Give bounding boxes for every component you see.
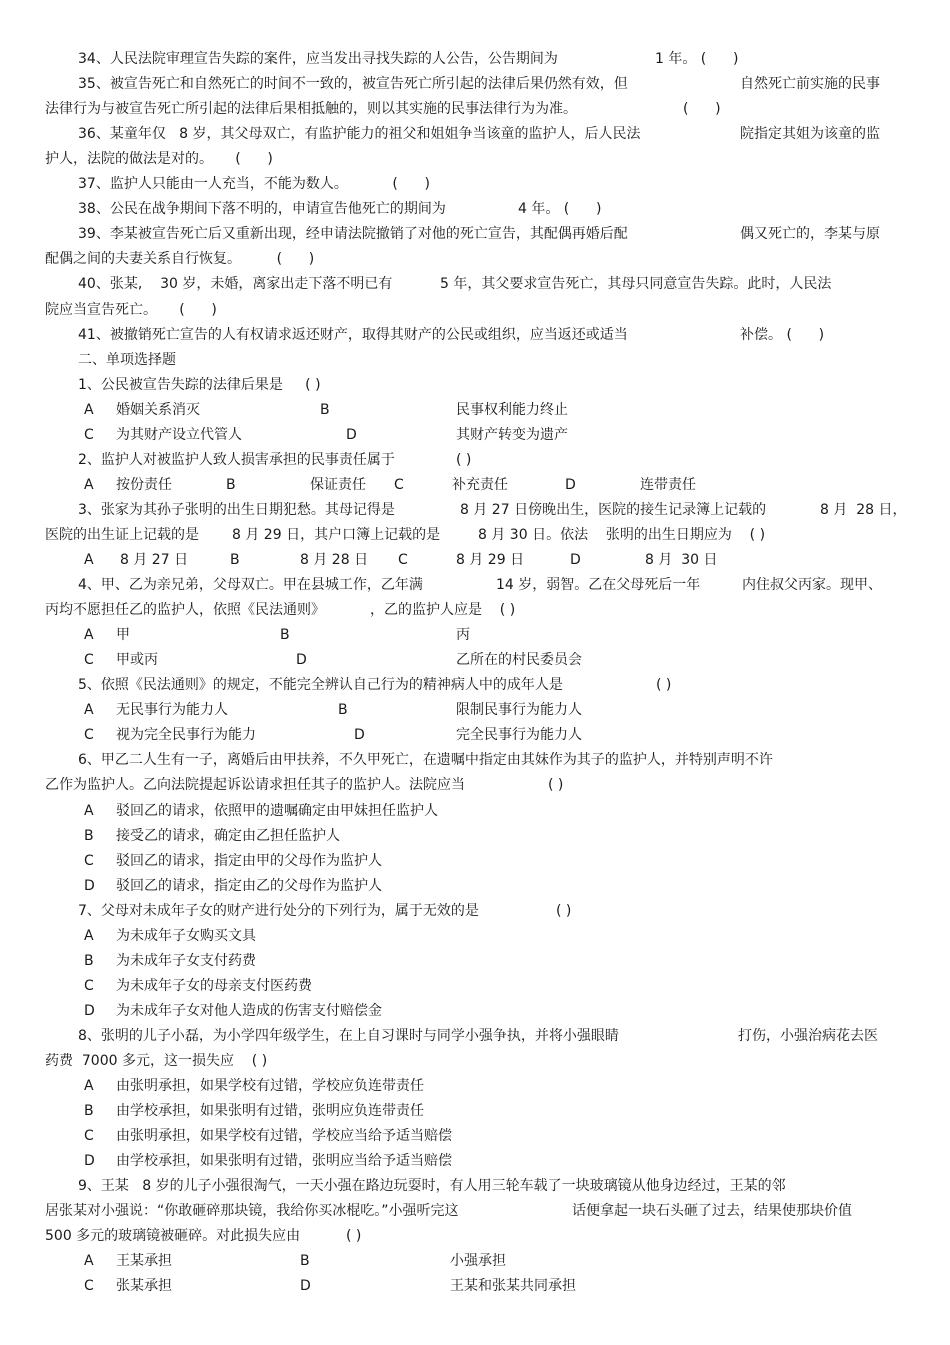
text-line-segment: 乙所在的村民委员会 — [456, 652, 582, 668]
text-line-segment: C — [84, 1278, 94, 1294]
text-line-segment: B — [84, 828, 94, 844]
text-line-segment: 接受乙的请求，确定由乙担任监护人 — [116, 828, 340, 844]
text-line-segment: ( ) — [556, 903, 572, 919]
text-line-segment: 5、依照《民法通则》的规定，不能完全辨认自己行为的精神病人中的成年人是 — [78, 677, 563, 693]
text-line-segment: 为未成年子女对他人造成的伤害支付赔偿金 — [116, 1003, 382, 1019]
text-line-segment: ( ) — [656, 677, 672, 693]
text-line-segment: ( ) — [683, 101, 721, 117]
text-line-segment: 为未成年子女购买文具 — [116, 928, 256, 944]
text-line-segment: 乙作为监护人。乙向法院提起诉讼请求担任其子的监护人。法院应当 — [45, 777, 465, 793]
text-line-segment: B — [226, 477, 236, 493]
text-line-segment: D — [300, 1278, 311, 1294]
text-line-segment: 8 月 28 日， — [820, 502, 907, 518]
text-line-segment: A — [84, 1078, 94, 1094]
text-line-segment: ( ) — [548, 777, 564, 793]
text-line-segment: 居张某对小强说：“你敢砸碎那块镜，我给你买冰棍吃。”小强听完这 — [45, 1203, 459, 1219]
text-line-segment: 限制民事行为能力人 — [456, 702, 582, 718]
text-line-segment: B — [300, 1253, 310, 1269]
text-line-segment: B — [84, 953, 94, 969]
text-line-segment: 补偿。 ( ) — [740, 327, 825, 343]
text-line-segment: 偶又死亡的，李某与原 — [740, 226, 880, 242]
text-line-segment: A — [84, 552, 94, 568]
text-line-segment: 配偶之间的夫妻关系自行恢复。 ( ) — [45, 251, 315, 267]
text-line-segment: B — [338, 702, 348, 718]
text-line-segment: C — [84, 727, 94, 743]
text-line-segment: 5 年，其父要求宣告死亡，其母只同意宣告失踪。此时，人民法 — [440, 276, 832, 292]
text-line-segment: 驳回乙的请求，指定由乙的父母作为监护人 — [116, 878, 382, 894]
text-line-segment: 自然死亡前实施的民事 — [740, 76, 880, 92]
text-line-segment: B — [320, 402, 330, 418]
text-line-segment: D — [84, 1153, 95, 1169]
text-line-segment: 完全民事行为能力人 — [456, 727, 582, 743]
text-line-segment: 院指定其姐为该童的监 — [740, 126, 880, 142]
text-line-segment: ，乙的监护人应是 ( ) — [370, 602, 516, 618]
text-line-segment: 8 月 30 日 — [645, 552, 718, 568]
text-line-segment: A — [84, 702, 94, 718]
text-line-segment: 甲或丙 — [116, 652, 158, 668]
text-line-segment: 甲 — [116, 627, 130, 643]
text-line-segment: ( ) — [346, 1228, 362, 1244]
text-line-segment: 8 月 29 日 — [456, 552, 525, 568]
text-line-segment: 38、公民在战争期间下落不明的，申请宣告他死亡的期间为 — [78, 201, 446, 217]
text-line-segment: B — [280, 627, 290, 643]
text-line-segment: 话便拿起一块石头砸了过去，结果使那块价值 — [572, 1203, 852, 1219]
text-line-segment: A — [84, 477, 94, 493]
text-line-segment: 法律行为与被宣告死亡所引起的法律后果相抵触的，则以其实施的民事法律行为为准。 — [45, 101, 577, 117]
text-line-segment: 39、李某被宣告死亡后又重新出现，经申请法院撤销了对他的死亡宣告，其配偶再婚后配 — [78, 226, 628, 242]
text-line-segment: 35、被宣告死亡和自然死亡的时间不一致的，被宣告死亡所引起的法律后果仍然有效，但 — [78, 76, 628, 92]
text-line-segment: 张某承担 — [116, 1278, 172, 1294]
text-line-segment: D — [570, 552, 581, 568]
text-line-segment: 无民事行为能力人 — [116, 702, 228, 718]
text-line-segment: 连带责任 — [640, 477, 696, 493]
text-line-segment: 由学校承担，如果张明有过错，张明应负连带责任 — [116, 1103, 424, 1119]
text-line-segment: 驳回乙的请求，依照甲的遗嘱确定由甲妹担任监护人 — [116, 803, 438, 819]
text-line-segment: C — [84, 1128, 94, 1144]
text-line-segment: 为未成年子女支付药费 — [116, 953, 256, 969]
text-line-segment: B — [84, 1103, 94, 1119]
text-line-segment: 护人，法院的做法是对的。 ( ) — [45, 151, 273, 167]
text-line-segment: A — [84, 928, 94, 944]
text-line-segment: A — [84, 1253, 94, 1269]
text-line-segment: C — [84, 427, 94, 443]
text-line-segment: 6、甲乙二人生有一子，离婚后由甲扶养，不久甲死亡，在遗嘱中指定由其妹作为其子的监护人，并特别声明不许 — [78, 752, 773, 768]
text-line-segment: 为未成年子女的母亲支付医药费 — [116, 978, 312, 994]
text-line-segment: C — [394, 477, 404, 493]
text-line-segment: 婚姻关系消灭 — [116, 402, 200, 418]
text-line-segment: D — [84, 878, 95, 894]
text-line-segment: 为其财产设立代管人 — [116, 427, 242, 443]
text-line-segment: 40、张某, 30 岁，未婚，离家出走下落不明已有 — [78, 276, 393, 292]
text-line-segment: D — [84, 1003, 95, 1019]
text-line-segment: 内住叔父丙家。现甲、 — [742, 577, 882, 593]
text-line-segment: 4 年。 ( ) — [518, 201, 602, 217]
text-line-segment: 视为完全民事行为能力 — [116, 727, 256, 743]
text-line-segment: 8、张明的儿子小磊，为小学四年级学生，在上自习课时与同学小强争执，并将小强眼睛 — [78, 1028, 619, 1044]
text-line-segment: D — [296, 652, 307, 668]
text-line-segment: 其财产转变为遗产 — [456, 427, 568, 443]
text-line-segment: D — [565, 477, 576, 493]
text-line-segment: C — [398, 552, 408, 568]
text-line-segment: 丙均不愿担任乙的监护人，依照《民法通则》 — [45, 602, 325, 618]
text-line-segment: 王某承担 — [116, 1253, 172, 1269]
text-line-segment: 14 岁，弱智。乙在父母死后一年 — [496, 577, 701, 593]
text-line-segment: 王某和张某共同承担 — [450, 1278, 576, 1294]
text-line-segment: 丙 — [456, 627, 470, 643]
text-line-segment: C — [84, 853, 94, 869]
text-line-segment: 3、张家为其孙子张明的出生日期犯愁。其母记得是 — [78, 502, 395, 518]
text-line-segment: 7、父母对未成年子女的财产进行处分的下列行为，属于无效的是 — [78, 903, 479, 919]
text-line-segment: 由学校承担，如果张明有过错，张明应当给予适当赔偿 — [116, 1153, 452, 1169]
text-line-segment: 由张明承担，如果学校有过错，学校应负连带责任 — [116, 1078, 424, 1094]
text-line-segment: 500 多元的玻璃镜被砸碎。对此损失应由 — [45, 1228, 301, 1244]
text-line-segment: ( ) — [456, 452, 472, 468]
text-line-segment: A — [84, 803, 94, 819]
text-line-segment: 4、甲、乙为亲兄弟，父母双亡。甲在县城工作，乙年满 — [78, 577, 423, 593]
text-line-segment: A — [84, 402, 94, 418]
text-line-segment: B — [230, 552, 240, 568]
text-line-segment: C — [84, 652, 94, 668]
text-line-segment: 8 月 28 日 — [300, 552, 369, 568]
text-line-segment: 医院的出生证上记载的是 — [45, 527, 199, 543]
text-line-segment: 36、某童年仅 8 岁，其父母双亡，有监护能力的祖父和姐姐争当该童的监护人，后人民法 — [78, 126, 641, 142]
text-line-segment: 院应当宣告死亡。 ( ) — [45, 302, 217, 318]
text-line-segment: 8 月 27 日 — [120, 552, 189, 568]
text-line-segment: 8 月 27 日傍晚出生，医院的接生记录簿上记载的 — [460, 502, 767, 518]
text-line-segment: D — [346, 427, 357, 443]
text-line-segment: 保证责任 — [310, 477, 366, 493]
text-line-segment: C — [84, 978, 94, 994]
text-line-segment: 1、公民被宣告失踪的法律后果是 ( ) — [78, 377, 321, 393]
text-line-segment: 打伤，小强治病花去医 — [738, 1028, 878, 1044]
text-line-segment: 8 月 30 日。依法 张明的出生日期应为 ( ) — [478, 527, 766, 543]
text-line-segment: 8 月 29 日，其户口簿上记载的是 — [232, 527, 441, 543]
text-line-segment: 2、监护人对被监护人致人损害承担的民事责任属于 — [78, 452, 395, 468]
text-line-segment: 34、人民法院审理宣告失踪的案件，应当发出寻找失踪的人公告，公告期间为 — [78, 51, 558, 67]
text-line-segment: A — [84, 627, 94, 643]
text-line-segment: 37、监护人只能由一人充当，不能为数人。 ( ) — [78, 176, 430, 192]
text-line-segment: 民事权利能力终止 — [456, 402, 568, 418]
text-line-segment: 按份责任 — [116, 477, 172, 493]
text-line-segment: D — [354, 727, 365, 743]
text-line-segment: 1 年。 ( ) — [655, 51, 739, 67]
text-line-segment: 二、单项选择题 — [78, 352, 176, 368]
text-line-segment: 驳回乙的请求，指定由甲的父母作为监护人 — [116, 853, 382, 869]
text-line-segment: 由张明承担，如果学校有过错，学校应当给予适当赔偿 — [116, 1128, 452, 1144]
text-line-segment: 9、王某 8 岁的儿子小强很淘气，一天小强在路边玩耍时，有人用三轮车载了一块玻璃镜从他身边经过，王某的邻 — [78, 1178, 786, 1194]
text-line-segment: 药费 7000 多元，这一损失应 ( ) — [45, 1053, 268, 1069]
text-line-segment: 41、被撤销死亡宣告的人有权请求返还财产，取得其财产的公民或组织，应当返还或适当 — [78, 327, 628, 343]
text-line-segment: 补充责任 — [452, 477, 508, 493]
text-line-segment: 小强承担 — [450, 1253, 506, 1269]
